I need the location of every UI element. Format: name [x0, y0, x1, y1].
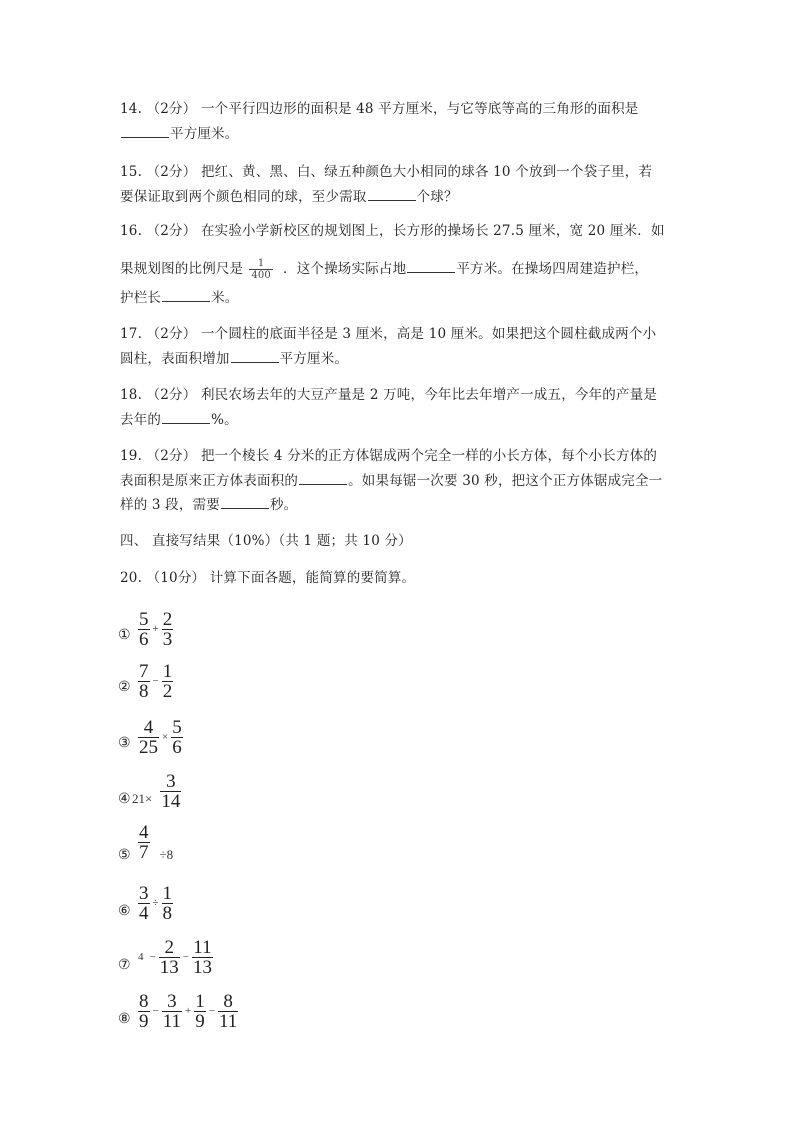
fraction: $\frac{3}{4}$: [139, 882, 149, 924]
section-heading: 四、 直接写结果（10%）（共 1 题；共 10 分）: [120, 533, 412, 549]
fraction: $\frac{2}{13}$: [159, 936, 179, 978]
q17-line2: 圆柱，表面积增加 平方厘米。: [120, 351, 349, 367]
q16-line2: 果规划图的比例尺是 $\frac{1}{400}$ ．这个操场实际占地 平方米。在操场四周建造护栏，: [120, 258, 649, 281]
fraction: $\frac{5}{6}$: [139, 608, 149, 650]
fraction: $\frac{1}{9}$: [195, 990, 205, 1032]
fraction: $\frac{8}{9}$: [139, 990, 149, 1032]
fraction: $\frac{8}{11}$: [218, 990, 238, 1032]
fraction: $\frac{1}{2}$: [162, 660, 173, 702]
fraction: $\frac{1}{8}$: [162, 882, 173, 924]
fraction: $\frac{3}{14}$: [161, 770, 181, 812]
fraction: $\frac{4}{7}$: [139, 821, 149, 863]
scale-fraction: $\frac{1}{400}$: [251, 258, 271, 281]
q17-line1: 17. （2分） 一个圆柱的底面半径是 3 厘米，高是 10 厘米。如果把这个圆柱截成两个小: [120, 326, 657, 342]
q18-line1: 18. （2分） 利民农场去年的大豆产量是 2 万吨，今年比去年增产一成五，今年的产量是: [120, 387, 658, 403]
q15-line1: 15. （2分） 把红、黄、黑、白、绿五种颜色大小相同的球各 10 个放到一个袋子里，若: [120, 164, 653, 180]
q15-line2: 要保证取到两个颜色相同的球，至少需取 个球？: [120, 189, 458, 205]
answer-blank[interactable]: [162, 410, 210, 424]
answer-blank[interactable]: [368, 187, 416, 201]
answer-blank[interactable]: [407, 259, 455, 273]
answer-blank[interactable]: [299, 471, 347, 485]
answer-blank[interactable]: [121, 124, 169, 138]
answer-blank[interactable]: [221, 495, 269, 509]
answer-blank[interactable]: [231, 349, 279, 363]
q14-line1: 14. （2分） 一个平行四边形的面积是 48 平方厘米，与它等底等高的三角形的面积是: [120, 101, 639, 117]
q14-line2: 平方厘米。: [120, 124, 239, 143]
q16-line3: 护栏长 米。: [120, 290, 239, 306]
q19-line1: 19. （2分） 把一个棱长 4 分米的正方体锯成两个完全一样的小长方体，每个小长方体的: [120, 448, 658, 464]
q20-prompt: 20. （10分） 计算下面各题，能简算的要简算。: [120, 570, 416, 586]
q18-line2: 去年的 %。: [120, 412, 238, 428]
fraction: $\frac{3}{11}$: [162, 990, 182, 1032]
fraction: $\frac{4}{25}$: [139, 716, 158, 758]
fraction: $\frac{2}{3}$: [162, 608, 173, 650]
fraction: $\frac{11}{13}$: [192, 936, 212, 978]
fraction: $\frac{7}{8}$: [139, 660, 149, 702]
q16-line1: 16. （2分） 在实验小学新校区的规划图上，长方形的操场长 27.5 厘米，宽 20 厘米．如: [120, 223, 665, 239]
answer-blank[interactable]: [162, 288, 210, 302]
fraction: $\frac{5}{6}$: [172, 716, 182, 758]
q19-line2: 表面积是原来正方体表面积的 。如果每锯一次要 30 秒，把这个正方体锯成完全一: [120, 473, 663, 489]
q19-line3: 样的 3 段，需要 秒。: [120, 497, 298, 513]
